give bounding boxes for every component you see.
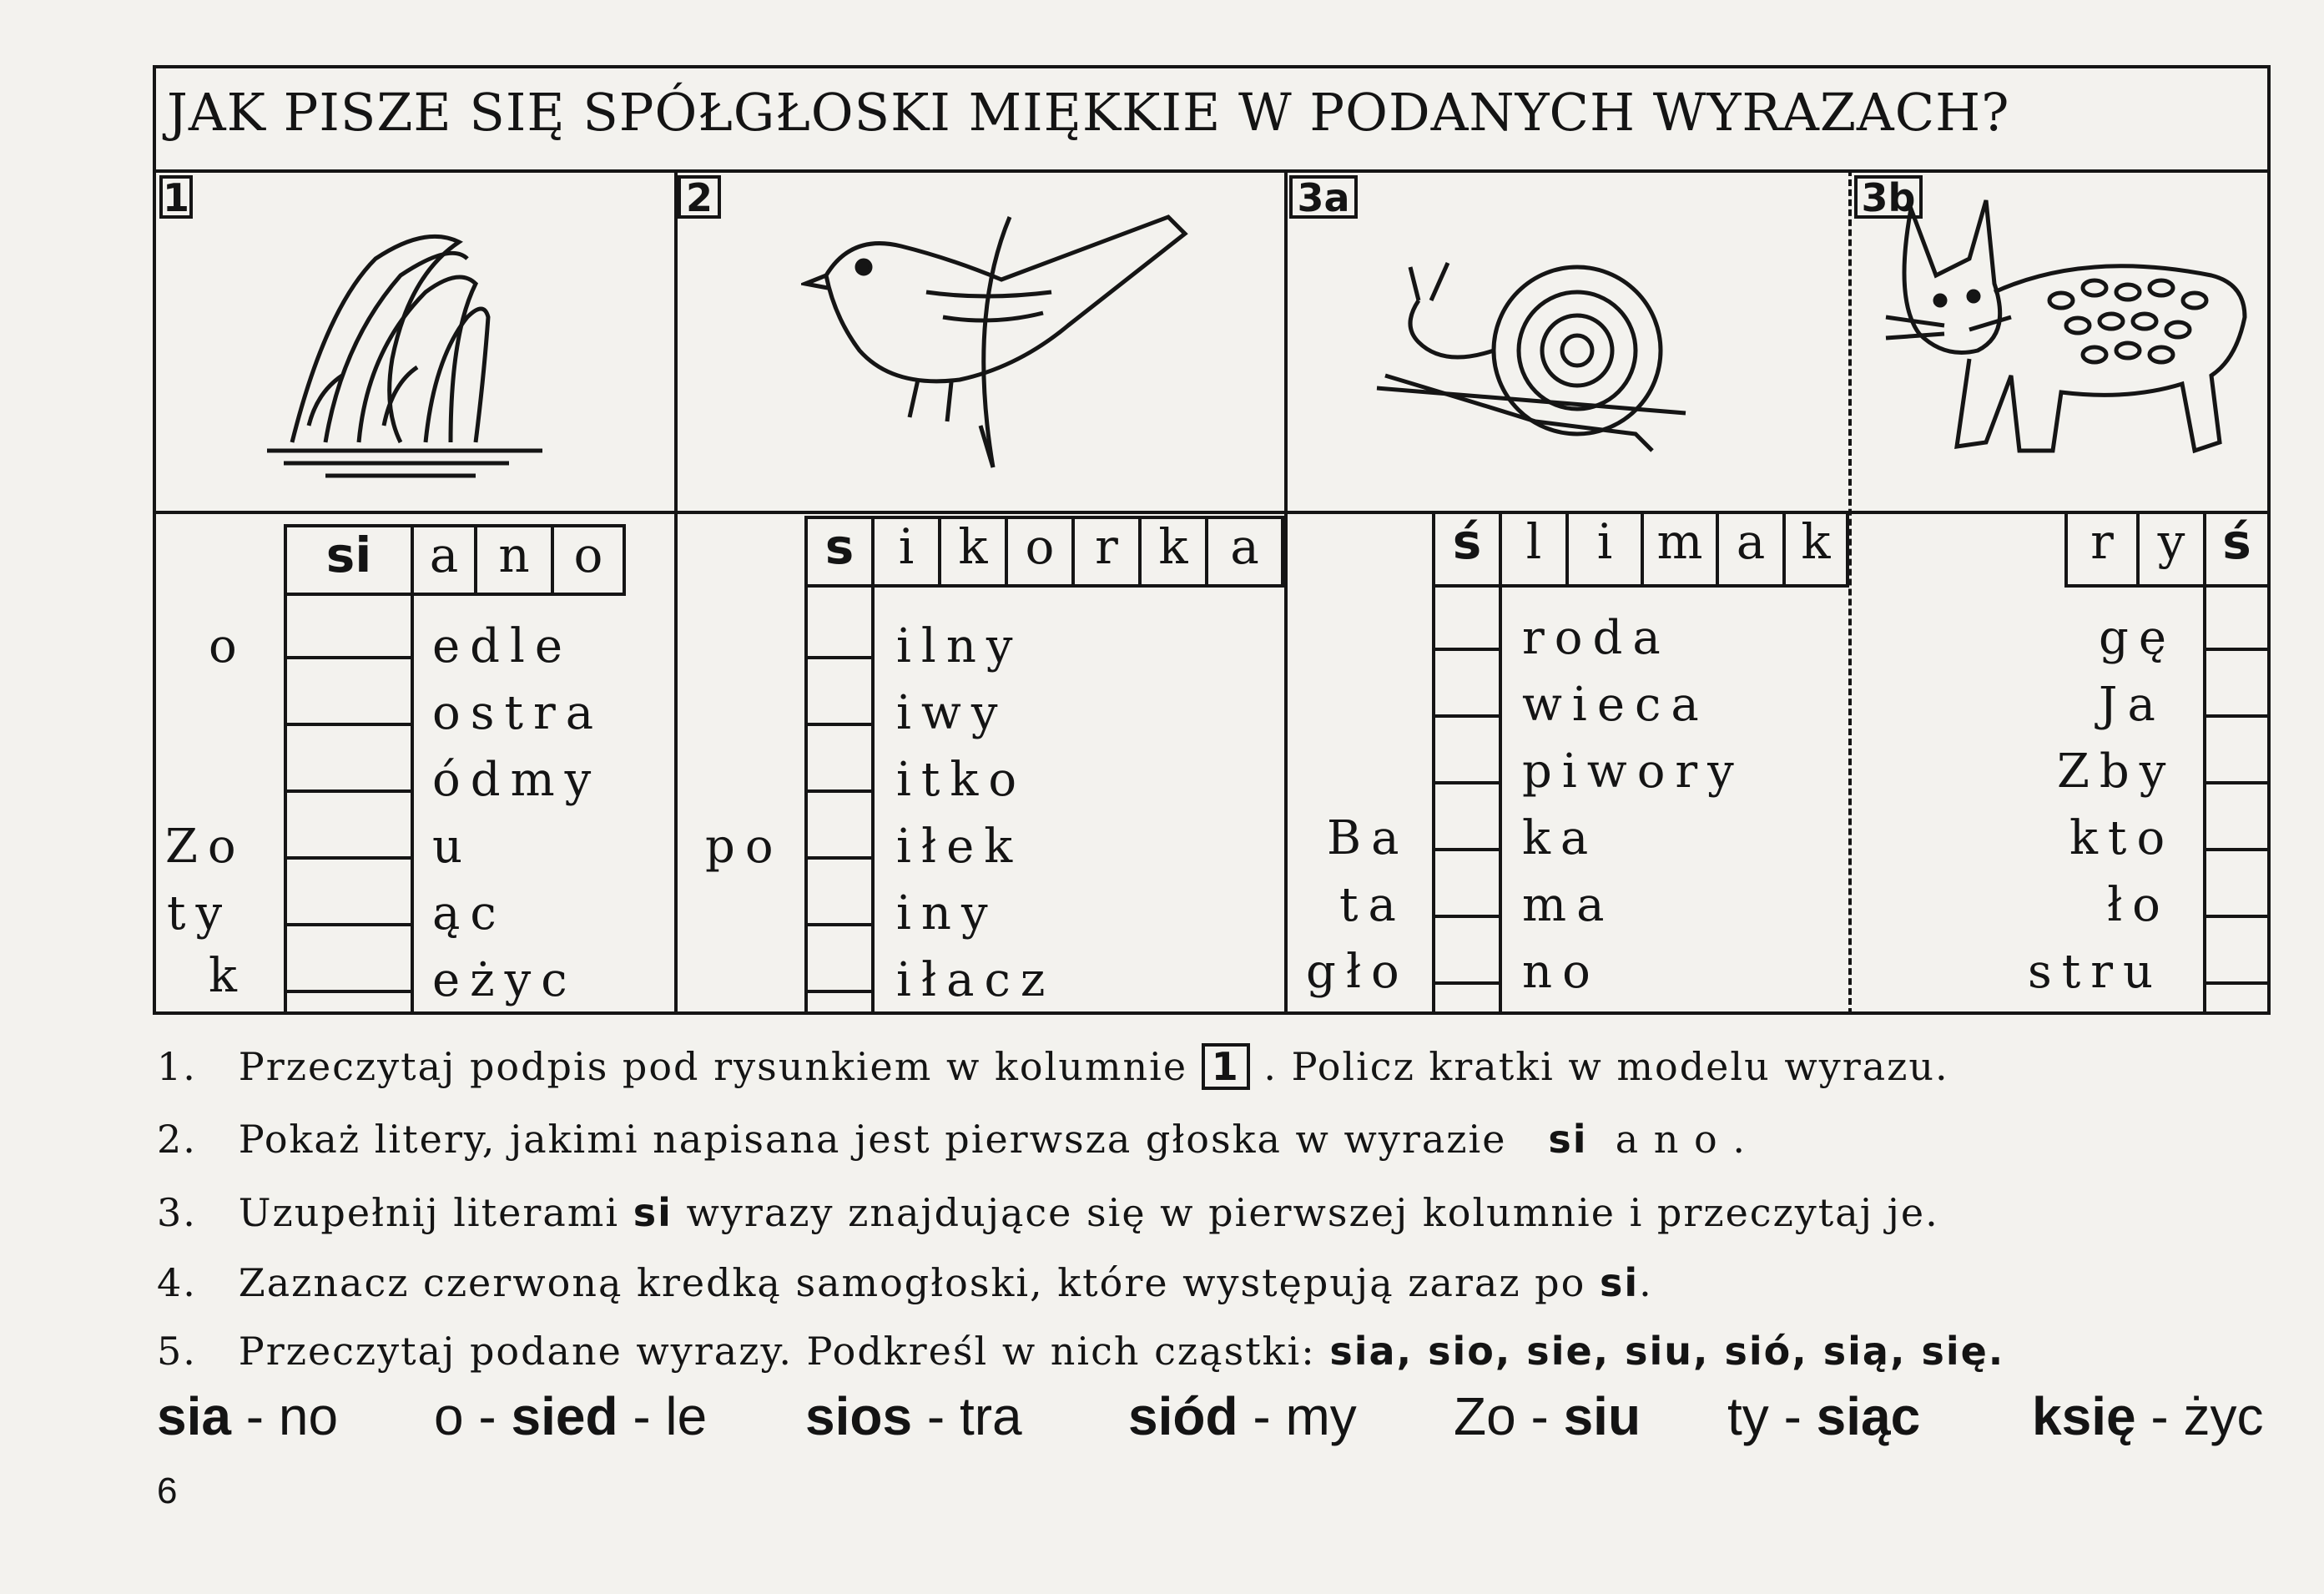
model-cell: k [1782, 511, 1849, 588]
instruction-text: Przeczytaj podane wyrazy. Podkreśl w nich cząstki: [238, 1329, 1316, 1374]
blank-slot[interactable] [1435, 584, 1499, 651]
instruction-bold: si [1548, 1117, 1588, 1162]
word-ending: iwy [896, 686, 1008, 740]
model-cell: k [1138, 516, 1208, 588]
instruction-text: . [1639, 1260, 1653, 1305]
column-number-2: 2 [678, 175, 721, 219]
blank-slot[interactable] [287, 659, 411, 726]
word-ending: iny [896, 886, 998, 941]
snail-icon [1369, 242, 1719, 459]
syllable-word: sios - tra [805, 1386, 1022, 1446]
model-cell: s [804, 516, 875, 588]
instruction-text: . Policz kratki w modelu wyrazu. [1263, 1044, 1949, 1089]
blank-slot[interactable] [287, 793, 411, 860]
column-number-3b: 3b [1854, 175, 1923, 219]
page-number: 6 [157, 1470, 178, 1511]
syllable-word: Zo - siu [1454, 1386, 1641, 1446]
instruction-number: 1. [157, 1044, 197, 1089]
model-cell: a [1716, 511, 1786, 588]
syllable-word: księ - życ [2032, 1386, 2264, 1446]
blank-slot[interactable] [808, 726, 871, 793]
model-cell: l [1499, 511, 1569, 588]
blank-column-edge [871, 584, 875, 1015]
word-ending: roda [1522, 611, 1671, 665]
instruction-number: 5. [157, 1329, 197, 1374]
column-number-1: 1 [159, 175, 193, 219]
word-ending: iłek [896, 820, 1023, 874]
word-ending: Zby [2057, 744, 2176, 799]
model-cell: a [411, 524, 477, 596]
model-cell: r [2064, 511, 2140, 588]
word-ending: ło [2107, 878, 2170, 932]
word-ending: ka [1522, 811, 1599, 865]
prefix-word: Zo [165, 820, 246, 874]
instruction-bold: sia, sio, sie, siu, sió, sią, się. [1329, 1329, 2005, 1374]
instruction-5 [157, 1329, 2004, 1374]
instruction-3 [157, 1190, 1939, 1235]
prefix-word: k [209, 949, 247, 1003]
model-cell: ś [1432, 511, 1502, 588]
word-ending: no [1522, 945, 1601, 999]
word-ending: iłacz [896, 953, 1056, 1007]
instruction-text: a n o . [1615, 1117, 1747, 1162]
instruction-number: 4. [157, 1260, 197, 1305]
word-ending: edle [432, 619, 573, 673]
model-cell: ś [2203, 511, 2271, 588]
blank-slot[interactable] [287, 593, 411, 659]
column-divider-dashed [1848, 169, 1852, 1015]
blank-slot[interactable] [2206, 718, 2271, 784]
blank-slot[interactable] [2206, 651, 2271, 718]
instruction-2 [157, 1117, 1747, 1162]
instruction-bold: si [633, 1190, 673, 1235]
instruction-text: wyrazy znajdujące się w pierwszej kolumnie i przeczytaj je. [686, 1190, 1939, 1235]
blank-slot[interactable] [287, 926, 411, 993]
word-ending: stru [2028, 945, 2164, 999]
blank-slot[interactable] [1435, 784, 1499, 851]
word-ending: piwory [1522, 744, 1744, 799]
syllable-word: sia - no [157, 1386, 339, 1446]
word-ending: ma [1522, 878, 1615, 932]
word-ending: eżyc [432, 953, 577, 1007]
column-number-3a: 3a [1289, 175, 1358, 219]
model-cell: i [871, 516, 941, 588]
blank-slot[interactable] [808, 659, 871, 726]
instruction-4 [157, 1260, 1653, 1305]
column-divider-2 [1284, 169, 1288, 1015]
blank-slot[interactable] [287, 726, 411, 793]
blank-column-edge [411, 593, 414, 1015]
syllable-word: o - sied - le [434, 1386, 708, 1446]
instruction-number: 3. [157, 1190, 197, 1235]
model-cell: k [938, 516, 1008, 588]
model-cell: r [1071, 516, 1142, 588]
column-divider-1 [674, 169, 678, 1015]
syllable-word: siód - my [1128, 1386, 1357, 1446]
word-ending: ódmy [432, 753, 602, 807]
blank-slot[interactable] [808, 593, 871, 659]
word-ending: u [432, 820, 473, 874]
blank-column-edge [1499, 584, 1502, 1015]
blank-slot[interactable] [1435, 718, 1499, 784]
model-cell: si [284, 524, 414, 596]
page-title: JAK PISZE SIĘ SPÓŁGŁOSKI MIĘKKIE W PODANYCH WYRAZACH? [167, 82, 2010, 143]
instruction-text: Uzupełnij literami [238, 1190, 620, 1235]
word-ending: wieca [1522, 678, 1709, 732]
prefix-word: gło [1306, 945, 1409, 999]
word-ending: kto [2069, 811, 2175, 865]
instruction-1 [157, 1043, 1949, 1090]
prefix-word: po [705, 820, 784, 874]
word-ending: ąc [432, 886, 507, 941]
lynx-icon [1878, 192, 2261, 476]
instruction-bold: si [1599, 1260, 1640, 1305]
prefix-word: ta [1339, 878, 1406, 932]
blank-slot[interactable] [2206, 584, 2271, 651]
model-cell: i [1565, 511, 1644, 588]
word-ending: gę [2099, 611, 2176, 665]
blank-slot[interactable] [808, 860, 871, 926]
blank-slot[interactable] [1435, 918, 1499, 985]
syllable-word: ty - siąc [1727, 1386, 1921, 1446]
model-cell: y [2136, 511, 2206, 588]
model-cell: a [1205, 516, 1284, 588]
word-ending: ilny [896, 619, 1023, 673]
model-cell: o [551, 524, 626, 596]
reed-plant-icon [259, 209, 576, 492]
instruction-text: Przeczytaj podpis pod rysunkiem w kolumnie [238, 1044, 1188, 1089]
blank-slot[interactable] [287, 860, 411, 926]
blank-slot[interactable] [2206, 851, 2271, 918]
blank-slot[interactable] [1435, 651, 1499, 718]
column-reference-box: 1 [1202, 1043, 1250, 1090]
blank-slot[interactable] [808, 926, 871, 993]
instruction-text: Pokaż litery, jakimi napisana jest pierwsza głoska w wyrazie [238, 1117, 1507, 1162]
word-ending: Ja [2099, 678, 2165, 732]
model-cell: o [1005, 516, 1075, 588]
blank-slot[interactable] [1435, 851, 1499, 918]
model-cell: m [1641, 511, 1719, 588]
blank-slot[interactable] [2206, 918, 2271, 985]
picture-divider [153, 511, 2271, 514]
word-ending: itko [896, 753, 1027, 807]
word-ending: ostra [432, 686, 604, 740]
prefix-word: o [209, 619, 247, 673]
instruction-number: 2. [157, 1117, 197, 1162]
model-cell: n [474, 524, 554, 596]
header-divider [153, 169, 2271, 173]
prefix-word: Ba [1327, 811, 1409, 865]
blank-slot[interactable] [808, 793, 871, 860]
instruction-text: Zaznacz czerwoną kredką samogłoski, które występują zaraz po [238, 1260, 1586, 1305]
prefix-word: ty [167, 886, 233, 941]
bird-on-branch-icon [801, 200, 1218, 476]
blank-slot[interactable] [2206, 784, 2271, 851]
